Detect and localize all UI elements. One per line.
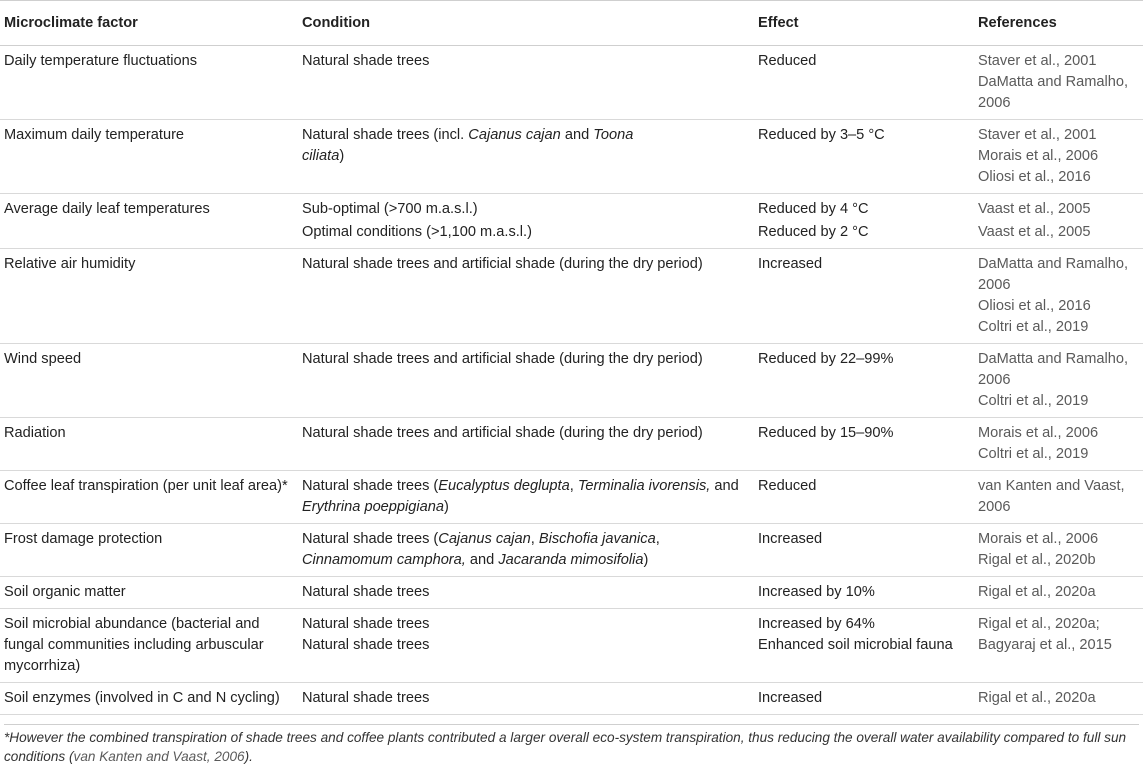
cell-effect: Reduced by 22–99%	[754, 344, 974, 418]
cell-factor: Daily temperature fluctuations	[0, 46, 298, 120]
cell-condition: Natural shade trees and artificial shade (during the dry period)	[298, 344, 754, 418]
reference-link[interactable]: Oliosi et al., 2016	[978, 169, 1091, 185]
cell-condition: Natural shade trees and artificial shade (during the dry period)	[298, 249, 754, 344]
table-row	[0, 683, 1143, 715]
cell-references	[974, 609, 1143, 683]
cell-condition: Natural shade trees Natural shade trees	[298, 609, 754, 683]
header-effect: Effect	[754, 1, 974, 46]
cell-condition: Natural shade trees (Cajanus cajan, Bischofia javanica, Cinnamomum camphora, and Jacaranda mimosifolia)	[298, 524, 754, 577]
cell-factor: Soil microbial abundance (bacterial and fungal communities including arbuscular mycorrhiza)	[0, 609, 298, 683]
cell-factor: Relative air humidity	[0, 249, 298, 344]
species-name: Erythrina poeppigiana	[302, 499, 444, 515]
cell-references	[974, 577, 1143, 609]
cell-references	[974, 221, 1143, 249]
cell-effect: Reduced	[754, 46, 974, 120]
reference-link[interactable]: Staver et al., 2001	[978, 53, 1097, 69]
cell-condition: Natural shade trees	[298, 46, 754, 120]
cell-effect: Increased	[754, 249, 974, 344]
cell-references	[974, 683, 1143, 715]
reference-link[interactable]: 2006	[978, 95, 1011, 111]
header-condition: Condition	[298, 1, 754, 46]
reference-link[interactable]: 2006	[978, 499, 1011, 515]
cell-condition: Sub-optimal (>700 m.a.s.l.)	[302, 201, 478, 217]
species-name: Toona	[593, 127, 634, 143]
cell-effect: Increased by 64% Enhanced soil microbial fauna	[754, 609, 974, 683]
reference-link[interactable]: Coltri et al., 2019	[978, 319, 1089, 335]
cell-effect: Reduced by 4 °C	[758, 201, 869, 217]
species-name: Cajanus cajan	[468, 127, 561, 143]
reference-link[interactable]: Rigal et al., 2020a	[978, 690, 1096, 706]
table-row	[0, 344, 1143, 418]
cell-references	[974, 471, 1143, 524]
table-row	[0, 249, 1143, 344]
cell-factor: Frost damage protection	[0, 524, 298, 577]
reference-link[interactable]: Oliosi et al., 2016	[978, 298, 1091, 314]
table-row	[0, 418, 1143, 471]
reference-link[interactable]: Bagyaraj et al., 2015	[978, 637, 1112, 653]
table-row	[0, 120, 1143, 194]
cell-references	[974, 249, 1143, 344]
cell-effect: Increased	[754, 683, 974, 715]
reference-link[interactable]: Morais et al., 2006	[978, 148, 1099, 164]
table-row	[0, 471, 1143, 524]
cell-references	[974, 344, 1143, 418]
cell-references	[974, 120, 1143, 194]
cell-effect: Reduced by 3–5 °C	[754, 120, 974, 194]
cell-effect: Increased by 10%	[754, 577, 974, 609]
cell-condition: Natural shade trees	[298, 577, 754, 609]
reference-link[interactable]: Coltri et al., 2019	[978, 446, 1089, 462]
table-row	[0, 194, 1143, 222]
reference-link[interactable]: Rigal et al., 2020a;	[978, 616, 1100, 632]
table-footnote: *However the combined transpiration of shade trees and coffee plants contributed a larger overall eco-system transpiration, thus reducing the overall water availability compared to full sun conditions (van Kanten and Vaast, 2006).	[4, 724, 1139, 766]
reference-link[interactable]: 2006	[978, 277, 1011, 293]
cell-references	[974, 46, 1143, 120]
cell-condition: Optimal conditions (>1,100 m.a.s.l.)	[298, 221, 754, 249]
reference-link[interactable]: Morais et al., 2006	[978, 531, 1099, 547]
cell-effect: Reduced	[754, 471, 974, 524]
species-name: ciliata	[302, 148, 340, 164]
table-row	[0, 524, 1143, 577]
reference-link[interactable]: 2006	[978, 372, 1011, 388]
cell-condition: Natural shade trees (incl. Cajanus cajan and Toona ciliata)	[298, 120, 754, 194]
species-name: Bischofia javanica	[538, 531, 656, 547]
cell-references	[974, 524, 1143, 577]
table-row	[0, 577, 1143, 609]
species-name: Eucalyptus deglupta	[438, 478, 570, 494]
cell-references	[974, 418, 1143, 471]
cell-effect: Reduced by 2 °C	[754, 221, 974, 249]
header-factor: Microclimate factor	[0, 1, 298, 46]
species-name: Jacaranda mimosifolia	[498, 552, 644, 568]
table-row	[0, 221, 1143, 249]
reference-link[interactable]: Staver et al., 2001	[978, 127, 1097, 143]
cell-factor: Maximum daily temperature	[0, 120, 298, 194]
reference-link[interactable]: DaMatta and Ramalho,	[978, 351, 1129, 367]
reference-link[interactable]: Rigal et al., 2020b	[978, 552, 1096, 568]
table-header-row	[0, 1, 1143, 46]
cell-condition: Natural shade trees	[298, 683, 754, 715]
species-name: Cinnamomum camphora,	[302, 552, 466, 568]
cell-condition: Natural shade trees (Eucalyptus deglupta, Terminalia ivorensis, and Erythrina poeppigiana)	[298, 471, 754, 524]
cell-references	[974, 194, 1143, 222]
footnote-reference-link[interactable]: van Kanten and Vaast, 2006	[73, 749, 245, 764]
cell-factor: Average daily leaf temperatures	[4, 201, 210, 217]
species-name: Terminalia ivorensis,	[577, 478, 711, 494]
table-row	[0, 46, 1143, 120]
cell-condition: Natural shade trees and artificial shade (during the dry period)	[298, 418, 754, 471]
table-row	[0, 609, 1143, 683]
reference-link[interactable]: DaMatta and Ramalho,	[978, 256, 1129, 272]
cell-factor: Wind speed	[0, 344, 298, 418]
cell-factor: Radiation	[0, 418, 298, 471]
reference-link[interactable]: Vaast et al., 2005	[978, 201, 1091, 217]
reference-link[interactable]: Coltri et al., 2019	[978, 393, 1089, 409]
header-references: References	[974, 1, 1143, 46]
reference-link[interactable]: Morais et al., 2006	[978, 425, 1099, 441]
reference-link[interactable]: van Kanten and Vaast,	[978, 478, 1125, 494]
cell-factor: Soil enzymes (involved in C and N cycling)	[0, 683, 298, 715]
cell-factor: Soil organic matter	[0, 577, 298, 609]
reference-link[interactable]: Rigal et al., 2020a	[978, 584, 1096, 600]
cell-effect: Reduced by 15–90%	[754, 418, 974, 471]
species-name: Cajanus cajan	[438, 531, 531, 547]
cell-factor: Coffee leaf transpiration (per unit leaf area)*	[0, 471, 298, 524]
reference-link[interactable]: DaMatta and Ramalho,	[978, 74, 1129, 90]
cell-effect: Increased	[754, 524, 974, 577]
reference-link[interactable]: Vaast et al., 2005	[978, 224, 1091, 240]
cell-factor	[0, 221, 298, 249]
